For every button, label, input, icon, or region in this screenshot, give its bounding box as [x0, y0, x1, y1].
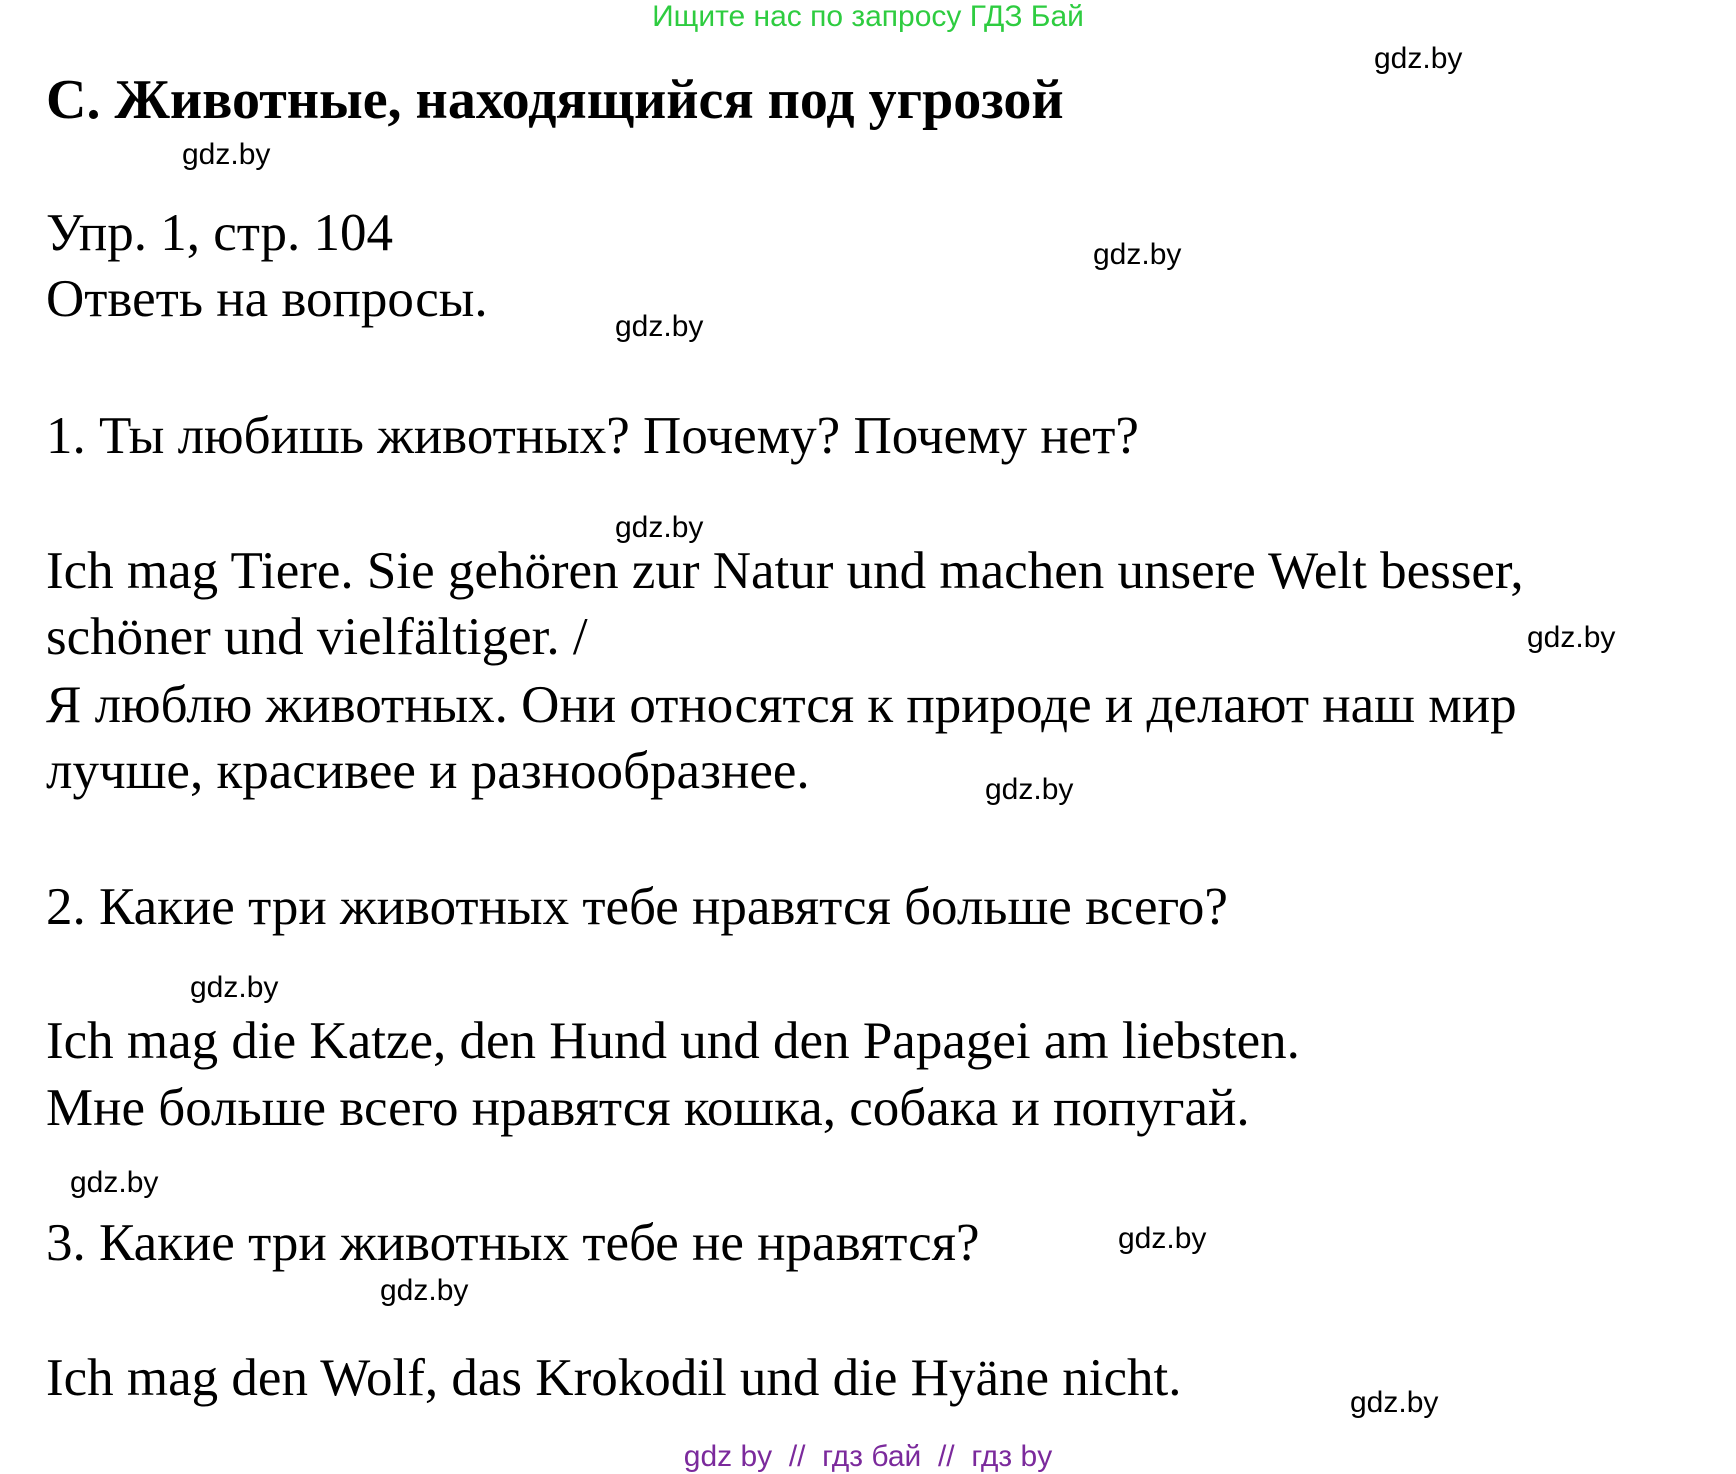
- question-1: 1. Ты любишь животных? Почему? Почему нет?: [46, 407, 1139, 465]
- watermark: gdz.by: [1527, 621, 1616, 654]
- watermark: gdz.by: [615, 310, 704, 343]
- watermark: gdz.by: [380, 1274, 469, 1307]
- answer-3-german: Ich mag den Wolf, das Krokodil und die Hyäne nicht.: [46, 1349, 1182, 1407]
- watermark: gdz.by: [1350, 1386, 1439, 1419]
- watermark: gdz.by: [1118, 1222, 1207, 1255]
- watermark: gdz.by: [1374, 42, 1463, 75]
- watermark: gdz.by: [190, 971, 279, 1004]
- watermark: gdz.by: [1093, 238, 1182, 271]
- answer-1-german-line-1: Ich mag Tiere. Sie gehören zur Natur und machen unsere Welt besser,: [46, 542, 1524, 600]
- answer-2-russian: Мне больше всего нравятся кошка, собака и попугай.: [46, 1079, 1250, 1137]
- watermark: gdz.by: [182, 138, 271, 171]
- watermark: gdz.by: [615, 511, 704, 544]
- instruction-text: Ответь на вопросы.: [46, 270, 488, 328]
- watermark: gdz.by: [70, 1166, 159, 1199]
- answer-1-german-line-2: schöner und vielfältiger. /: [46, 608, 588, 666]
- question-3: 3. Какие три животных тебе не нравятся?: [46, 1214, 980, 1272]
- footer-links[interactable]: gdz by // гдз бай // гдз by: [683, 1440, 1053, 1473]
- watermark: gdz.by: [985, 773, 1074, 806]
- exercise-reference: Упр. 1, стр. 104: [46, 204, 394, 262]
- answer-1-russian-line-2: лучше, красивее и разнообразнее.: [46, 742, 810, 800]
- question-2: 2. Какие три животных тебе нравятся больше всего?: [46, 878, 1228, 936]
- answer-2-german: Ich mag die Katze, den Hund und den Papagei am liebsten.: [46, 1012, 1300, 1070]
- answer-1-russian-line-1: Я люблю животных. Они относятся к природе и делают наш мир: [46, 676, 1517, 734]
- site-banner[interactable]: Ищите нас по запросу ГДЗ Бай: [652, 0, 1084, 33]
- section-heading: C. Животные, находящийся под угрозой: [46, 69, 1064, 131]
